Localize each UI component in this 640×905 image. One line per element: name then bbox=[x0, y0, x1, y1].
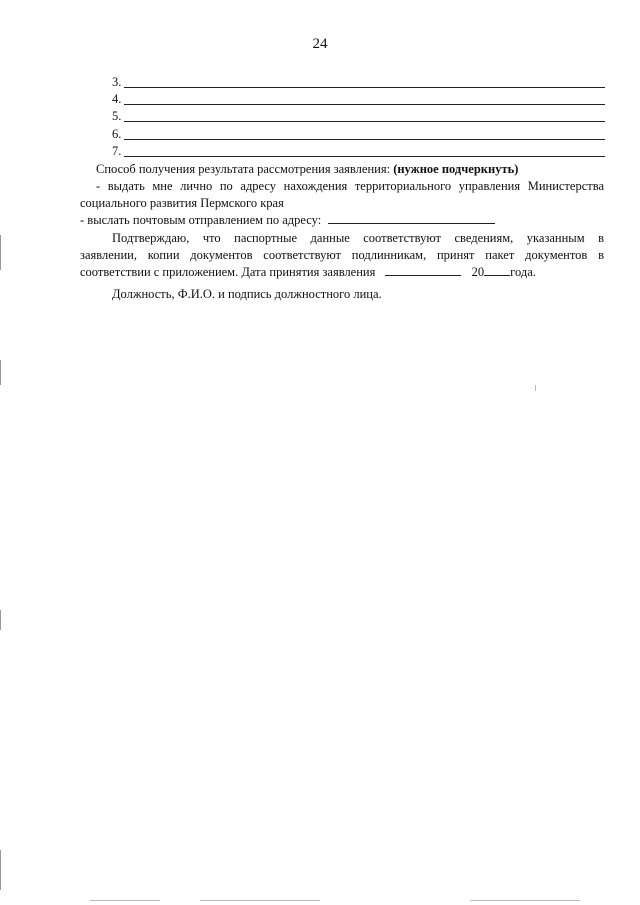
official-signature-label: Должность, Ф.И.О. и подпись должностного лица. bbox=[112, 287, 382, 301]
blank-line bbox=[124, 156, 605, 157]
address-blank bbox=[328, 212, 495, 224]
scan-edge-mark bbox=[535, 385, 536, 391]
method-option-mail-label: - выслать почтовым отправлением по адресу: bbox=[80, 213, 322, 227]
line-number: 3. bbox=[112, 75, 122, 89]
blank-line bbox=[124, 87, 605, 88]
method-option-personal: - выдать мне лично по адресу нахождения территориального управления Министерства bbox=[96, 179, 604, 193]
confirmation-line-2: заявлении, копии документов соответствуют подлинникам, принят пакет документов в bbox=[80, 248, 604, 262]
scan-edge-mark bbox=[200, 900, 320, 901]
year-blank bbox=[484, 264, 510, 276]
year-prefix: 20 bbox=[471, 265, 485, 279]
line-number: 4. bbox=[112, 92, 122, 106]
scan-edge-mark bbox=[0, 850, 1, 890]
method-hint: (нужное подчеркнуть) bbox=[393, 162, 519, 176]
scan-edge-mark bbox=[0, 610, 1, 630]
scan-edge-mark bbox=[90, 900, 160, 901]
method-option-mail bbox=[80, 212, 495, 228]
acceptance-date-blank bbox=[385, 264, 461, 276]
method-intro: Способ получения результата рассмотрения заявления: bbox=[96, 162, 391, 176]
confirmation-line-3 bbox=[80, 264, 536, 280]
scan-edge-mark bbox=[470, 900, 580, 901]
confirmation-line-1: Подтверждаю, что паспортные данные соответствуют сведениям, указанным в bbox=[112, 231, 604, 245]
acceptance-date-label: соответствии с приложением. Дата принятия заявления bbox=[80, 265, 376, 279]
line-number: 7. bbox=[112, 144, 122, 158]
scan-edge-mark bbox=[0, 235, 1, 270]
method-option-personal-cont: социального развития Пермского края bbox=[80, 196, 284, 210]
page-number: 24 bbox=[312, 36, 328, 52]
scan-edge-mark bbox=[0, 360, 1, 385]
year-suffix: года. bbox=[510, 265, 536, 279]
blank-line bbox=[124, 139, 605, 140]
line-number: 5. bbox=[112, 109, 122, 123]
blank-line bbox=[124, 104, 605, 105]
line-number: 6. bbox=[112, 127, 122, 141]
method-heading bbox=[96, 161, 518, 177]
blank-line bbox=[124, 121, 605, 122]
